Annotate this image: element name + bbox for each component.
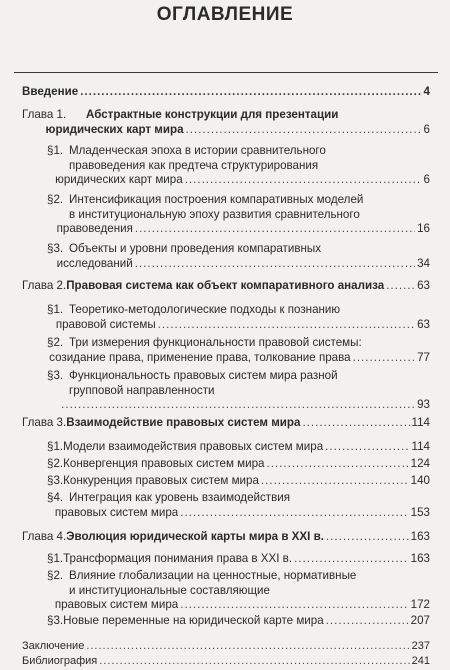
- section-title-line: правовой системы: [55, 317, 156, 331]
- section-title-line: Модели взаимодействия правовых систем мира: [63, 440, 324, 453]
- toc-page-number: 237: [411, 640, 430, 652]
- section-title-line: Конвергенция правовых систем мира: [63, 457, 265, 470]
- toc-chapter-2: [22, 279, 430, 294]
- toc-section-2-1: [47, 303, 430, 332]
- toc-page-number: 6: [423, 122, 430, 136]
- leader-dots: [80, 85, 421, 100]
- toc-section-4-2: [47, 569, 430, 613]
- toc-entry-conclusion: [22, 640, 430, 653]
- toc-page-number: 63: [417, 317, 430, 331]
- chapter-title-line: Эволюция юридической карты мира в XXI в.: [66, 530, 324, 543]
- section-number: §3.: [47, 614, 64, 627]
- leader-dots: [99, 655, 409, 668]
- toc-entry-title: Библиография: [22, 655, 98, 667]
- toc-page-number: 4: [423, 85, 430, 98]
- toc-page-number: 163: [410, 552, 430, 565]
- leader-dots: [386, 279, 415, 294]
- toc-section-3-4: [47, 491, 430, 520]
- toc-chapter-4: [22, 530, 430, 545]
- leader-dots: [326, 530, 409, 545]
- section-number: §3.: [47, 369, 64, 382]
- section-title-line: правовых систем мира: [54, 505, 179, 519]
- leader-dots: [261, 474, 409, 489]
- section-title-line: Функциональность правовых систем мира разной: [69, 369, 338, 382]
- section-title-line: Три измерения функциональности правовой системы:: [69, 336, 362, 349]
- leader-dots: [186, 123, 422, 138]
- section-title-line: созидание права, применение права, толкование права: [49, 350, 351, 364]
- toc-section-3-2: [47, 457, 430, 472]
- section-number: §2.: [47, 336, 64, 349]
- toc-entry-title: Введение: [22, 85, 79, 98]
- section-title-line: Объекты и уровни проведения компаративных: [69, 242, 322, 255]
- section-number: §1.: [47, 144, 64, 157]
- toc-entry-title: Заключение: [22, 640, 85, 652]
- section-title-line: правовых систем мира: [54, 598, 179, 611]
- toc-page-number: 153: [410, 505, 430, 519]
- chapter-title-line: Взаимодействие правовых систем мира: [66, 416, 301, 429]
- section-number: §1.: [47, 440, 64, 453]
- leader-dots: [86, 640, 409, 653]
- chapter-number: Глава 3.: [22, 416, 67, 429]
- toc-section-4-1: [47, 552, 430, 567]
- section-title-line: Трансформация понимания права в XXI в.: [63, 552, 293, 565]
- toc-chapter-3: [22, 416, 430, 431]
- toc-section-1-2: [47, 193, 430, 237]
- page-title: ОГЛАВЛЕНИЕ: [156, 4, 294, 25]
- section-number: §3.: [47, 474, 64, 487]
- chapter-number: Глава 1.: [22, 108, 67, 121]
- section-title-line: групповой направленности: [69, 383, 215, 397]
- leader-dots: [61, 398, 415, 413]
- section-title-line: в институциональную эпоху развития сравнительного: [69, 207, 360, 221]
- section-number: §3.: [47, 242, 64, 255]
- section-number: §1.: [47, 552, 64, 565]
- toc-page-number: 172: [410, 598, 430, 611]
- toc-section-1-3: [47, 242, 430, 271]
- toc-page-number: 207: [410, 614, 430, 627]
- leader-dots: [294, 552, 409, 567]
- section-title-line: Влияние глобализации на ценностные, нормативные: [69, 569, 357, 582]
- chapter-title-line: Абстрактные конструкции для презентации: [86, 108, 339, 121]
- toc-section-1-1: [47, 144, 430, 188]
- toc-page-number: 114: [411, 416, 430, 429]
- toc-page-number: 16: [417, 222, 430, 235]
- leader-dots: [180, 598, 408, 613]
- section-title-line: юридических карт мира: [55, 173, 183, 186]
- section-title-line: и институциональные составляющие: [69, 583, 270, 597]
- toc-page-number: 163: [410, 530, 430, 543]
- toc-page-number: 93: [417, 398, 430, 411]
- chapter-title-line: Правовая система как объект компаративного анализа: [66, 279, 385, 292]
- leader-dots: [135, 222, 415, 237]
- toc-page-number: 63: [417, 279, 430, 292]
- toc-section-3-1: [47, 440, 430, 455]
- toc-chapter-1: [22, 108, 430, 137]
- toc-page-number: 241: [411, 655, 430, 667]
- section-number: §2.: [47, 457, 64, 470]
- leader-dots: [326, 614, 409, 629]
- leader-dots: [185, 173, 422, 188]
- toc-page-number: 140: [410, 474, 430, 487]
- toc-section-3-3: [47, 474, 430, 489]
- section-title-line: Новые переменные на юридической карте мира: [63, 614, 324, 627]
- chapter-title-line: юридических карт мира: [45, 122, 184, 136]
- section-title-line: Теоретико-методологические подходы к познанию: [69, 303, 341, 316]
- section-title-line: Конкуренция правовых систем мира: [63, 474, 259, 487]
- toc-entry-intro: [22, 85, 430, 100]
- toc-page-number: 114: [411, 440, 430, 453]
- toc-page-number: 6: [423, 173, 430, 186]
- leader-dots: [135, 257, 415, 272]
- toc-section-4-3: [47, 614, 430, 629]
- chapter-number: Глава 2.: [22, 279, 67, 292]
- chapter-number: Глава 4.: [22, 530, 67, 543]
- section-number: §2.: [47, 193, 64, 206]
- section-title-line: Интенсификация построения компаративных моделей: [69, 193, 364, 206]
- section-title-line: Интеграция как уровень взаимодействия: [69, 491, 291, 504]
- section-title-line: исследований: [56, 256, 133, 270]
- leader-dots: [158, 318, 415, 333]
- toc-page-number: 34: [417, 256, 430, 270]
- leader-dots: [267, 457, 409, 472]
- toc-section-2-2: [47, 336, 430, 365]
- section-number: §4.: [47, 491, 64, 504]
- leader-dots: [302, 416, 409, 431]
- leader-dots: [353, 351, 415, 366]
- toc-page-number: 124: [410, 457, 430, 470]
- section-title-line: правоведения как предтеча структурирования: [69, 158, 319, 172]
- section-title-line: правоведения: [56, 222, 133, 235]
- section-title-line: Младенческая эпоха в истории сравнительного: [69, 144, 326, 157]
- section-number: §2.: [47, 569, 64, 582]
- toc-page-number: 77: [417, 350, 430, 364]
- leader-dots: [325, 440, 409, 455]
- header-divider: [14, 72, 438, 73]
- leader-dots: [180, 506, 408, 521]
- toc-entry-bibliography: [22, 655, 430, 668]
- section-number: §1.: [47, 303, 64, 316]
- toc-section-2-3: [47, 369, 430, 413]
